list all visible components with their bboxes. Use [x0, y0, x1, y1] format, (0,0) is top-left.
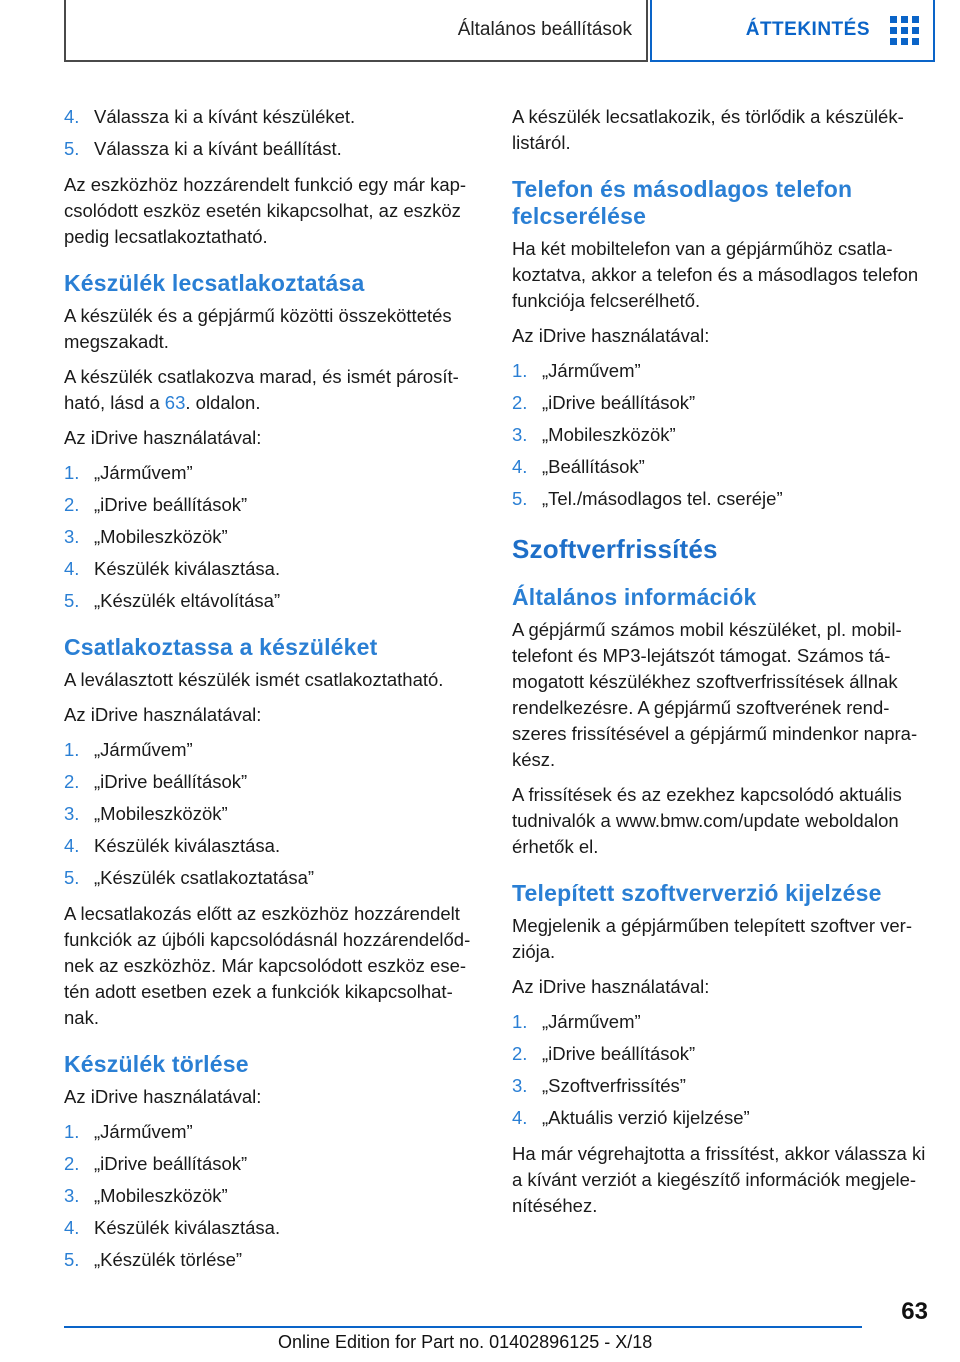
list-item: 1. „Járművem”	[512, 1011, 641, 1032]
heading-general-info: Általános információk	[512, 584, 757, 610]
heading-software-update: Szoftverfrissítés	[512, 534, 718, 564]
list-item: 2. „iDrive beállítások”	[512, 392, 696, 413]
paragraph: Az iDrive használatával:	[512, 976, 710, 997]
list-item: 2. „iDrive beállítások”	[64, 771, 248, 792]
list-item: 3. „Mobileszközök”	[512, 424, 676, 445]
step-list	[512, 1009, 932, 1131]
page-header	[64, 0, 935, 64]
paragraph: A leválasztott készülék ismét csatlakoztatható.	[64, 669, 444, 690]
list-item: 2. „iDrive beállítások”	[64, 1153, 248, 1174]
list-item: 3. „Szoftverfrissítés”	[512, 1075, 686, 1096]
list-item: 1. „Járművem”	[64, 739, 193, 760]
step-list	[64, 104, 482, 162]
chapter-tab[interactable]	[650, 0, 935, 62]
list-item: 3. „Mobileszközök”	[64, 526, 228, 547]
left-column	[64, 104, 482, 1283]
list-item: 4. Készülék kiválasztása.	[64, 835, 281, 856]
section-title	[64, 0, 648, 62]
section-title-text: Általános beállítások	[457, 19, 632, 40]
list-item: 3. „Mobileszközök”	[64, 803, 228, 824]
step-list	[64, 460, 482, 614]
list-item: 4. Készülék kiválasztása.	[64, 558, 281, 579]
list-item: 4. Készülék kiválasztása.	[64, 1217, 281, 1238]
page-number: 63	[901, 1298, 928, 1325]
step-list	[512, 358, 932, 512]
heading-disconnect: Készülék lecsatlakoztatása	[64, 270, 365, 296]
list-item: 2. „iDrive beállítások”	[64, 494, 248, 515]
heading-delete: Készülék törlése	[64, 1051, 249, 1077]
paragraph: Az iDrive használatával:	[512, 325, 710, 346]
footer-divider	[64, 1326, 862, 1328]
heading-swap: Telefon és másodlagos telefon felcserélése	[512, 176, 853, 229]
paragraph: Megjelenik a gépjárműben telepített szoftver ver-ziója.	[512, 915, 913, 962]
list-item: 1. „Járművem”	[64, 462, 193, 483]
heading-connect: Csatlakoztassa a készüléket	[64, 634, 378, 660]
paragraph: Az iDrive használatával:	[64, 704, 262, 725]
paragraph: A készülék csatlakozva marad, és ismét párosít-ható, lásd a 63. oldalon.	[64, 366, 459, 413]
list-item: 5. „Készülék csatlakoztatása”	[64, 867, 315, 888]
right-column	[512, 104, 932, 1228]
list-item: 5. „Készülék törlése”	[64, 1249, 243, 1270]
paragraph: Ha két mobiltelefon van a gépjárműhöz csatla-koztatva, akkor a telefon és a másodlagos telefon funkciója felcserélhető.	[512, 238, 919, 311]
paragraph: A készülék lecsatlakozik, és törlődik a készülék-listáról.	[512, 106, 904, 153]
paragraph: Az iDrive használatával:	[64, 427, 262, 448]
grid-icon[interactable]	[890, 16, 919, 45]
list-item: 1. „Járművem”	[512, 360, 641, 381]
list-item: 5. „Készülék eltávolítása”	[64, 590, 281, 611]
paragraph: A lecsatlakozás előtt az eszközhöz hozzárendelt funkciók az újbóli kapcsolódásnál hozzárendelőd-nek az eszközhöz. Már kapcsolódott eszköz ese-tén adott esetben ezek a funkciók kikapcsolhat-nak.	[64, 903, 471, 1028]
heading-installed-version: Telepített szoftververzió kijelzése	[512, 880, 882, 906]
paragraph: Az iDrive használatával:	[64, 1086, 262, 1107]
step-list	[64, 737, 482, 891]
list-item: 5. Válassza ki a kívánt beállítást.	[64, 138, 342, 159]
list-item: 4. „Beállítások”	[512, 456, 645, 477]
chapter-title-text: ÁTTEKINTÉS	[745, 19, 870, 40]
paragraph: Ha már végrehajtotta a frissítést, akkor válassza ki a kívánt verziót a kiegészítő információk megjele-nítéséhez.	[512, 1143, 926, 1216]
list-item: 5. „Tel./másodlagos tel. cseréje”	[512, 488, 783, 509]
paragraph: A készülék és a gépjármű közötti összeköttetés megszakadt.	[64, 305, 452, 352]
step-list	[64, 1119, 482, 1273]
paragraph: A gépjármű számos mobil készüléket, pl. mobil-telefont és MP3-lejátszót támogat. Számos tá-mogatott készülékhez szoftverfrissítések állnak rendelkezésre. A gépjármű szoftverének rend-szeres frissítésével a gépjármű mindenkor napra-kész.	[512, 619, 918, 770]
list-item: 1. „Járművem”	[64, 1121, 193, 1142]
page-link[interactable]: 63	[164, 392, 186, 413]
edition-text: Online Edition for Part no. 01402896125 - X/18	[278, 1332, 653, 1352]
list-item: 3. „Mobileszközök”	[64, 1185, 228, 1206]
paragraph: Az eszközhöz hozzárendelt funkció egy már kap-csolódott eszköz esetén kikapcsolhat, az eszköz pedig lecsatlakoztatható.	[64, 174, 467, 247]
list-item: 4. Válassza ki a kívánt készüléket.	[64, 106, 356, 127]
paragraph: A frissítések és az ezekhez kapcsolódó aktuális tudnivalók a www.bmw.com/update weboldalon érhetők el.	[512, 784, 902, 857]
list-item: 2. „iDrive beállítások”	[512, 1043, 696, 1064]
list-item: 4. „Aktuális verzió kijelzése”	[512, 1107, 750, 1128]
